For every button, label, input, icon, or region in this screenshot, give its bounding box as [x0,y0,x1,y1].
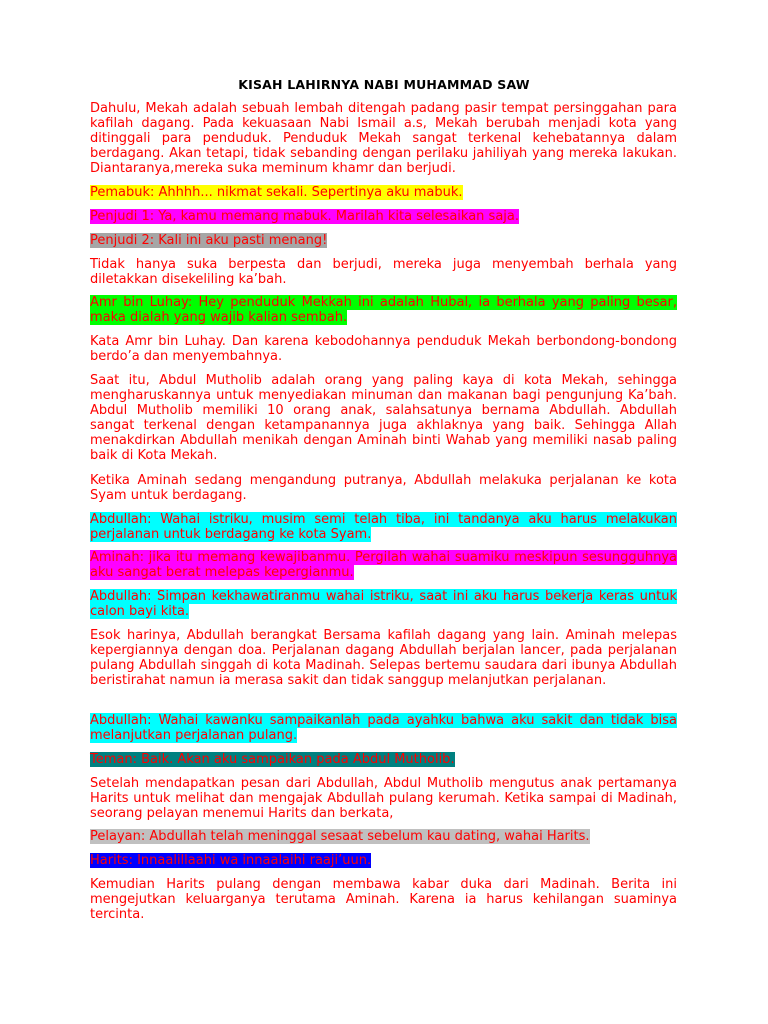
dialogue-text: Abdullah: Wahai istriku, musim semi telah tiba, ini tandanya aku harus melakukan perjalanan untuk berdagang ke kota Syam. [90,512,677,542]
paragraph-text: Saat itu, Abdul Mutholib adalah orang yang paling kaya di kota Mekah, sehingga mengharuskannya untuk menyediakan minuman dan makanan bagi pengunjung Ka’bah. Abdul Mutholib memiliki 10 orang anak, salahsatunya bernama Abdullah. Abdullah sangat terkenal dengan ketampanannya juga akhlaknya yang baik. Sehingga Allah menakdirkan Abdullah menikah dengan Aminah binti Wahab yang memiliki nasab paling baik di Kota Mekah. [90,373,677,463]
dialogue-pemabuk [90,185,677,200]
dialogue-text: Pelayan: Abdullah telah meninggal sesaat sebelum kau dating, wahai Harits. [90,829,590,844]
paragraph-text: Ketika Aminah sedang mengandung putranya, Abdullah melakuka perjalanan ke kota Syam untuk berdagang. [90,473,677,503]
paragraph-kata-amr [90,334,677,364]
dialogue-aminah [90,550,677,580]
paragraph-abdul-mutholib [90,373,677,463]
dialogue-abdullah-3 [90,713,677,743]
paragraph-text: Tidak hanya suka berpesta dan berjudi, mereka juga menyembah berhala yang diletakkan disekeliling ka’bah. [90,257,677,287]
dialogue-text: Abdullah: Wahai kawanku sampaikanlah pada ayahku bahwa aku sakit dan tidak bisa melanjutkan perjalanan pulang. [90,713,677,743]
paragraph-berhala [90,257,677,287]
paragraph-text: Dahulu, Mekah adalah sebuah lembah ditengah padang pasir tempat persinggahan para kafilah dagang. Pada kekuasaan Nabi Ismail a.s, Mekah berubah menjadi kota yang ditinggali para penduduk. Penduduk Mekah sangat terkenal kehebatannya dalam berdagang. Akan tetapi, tidak sebanding dengan perilaku jahiliyah yang mereka lakukan. Diantaranya,mereka suka meminum khamr dan berjudi. [90,101,677,176]
paragraph-text: Setelah mendapatkan pesan dari Abdullah, Abdul Mutholib mengutus anak pertamanya Harits untuk melihat dan mengajak Abdullah pulang kerumah. Ketika sampai di Madinah, seorang pelayan menemui Harits dan berkata, [90,776,677,821]
dialogue-text: Harits: Innaalillaahi wa innaalaihi raaji’uun. [90,853,372,868]
paragraph-kemudian-harits [90,877,677,922]
dialogue-teman [90,752,677,767]
dialogue-amr-bin-luhay [90,295,677,325]
dialogue-text: Abdullah: Simpan kekhawatiranmu wahai istriku, saat ini aku harus bekerja keras untuk calon bayi kita. [90,589,677,619]
dialogue-abdullah-2 [90,589,677,619]
dialogue-abdullah-1 [90,512,677,542]
dialogue-text: Penjudi 2: Kali ini aku pasti menang! [90,233,328,248]
paragraph-intro [90,101,677,176]
paragraph-text: Esok harinya, Abdullah berangkat Bersama kafilah dagang yang lain. Aminah melepas kepergiannya dengan doa. Perjalanan dagang Abdullah berjalan lancer, pada perjalanan pulang Abdullah singgah di kota Madinah. Selepas bertemu saudara dari ibunya Abdullah beristirahat namun ia merasa sakit dan tidak sanggup melanjutkan perjalanan. [90,628,677,688]
paragraph-esok-harinya [90,628,677,688]
dialogue-text: Pemabuk: Ahhhh... nikmat sekali. Sepertinya aku mabuk. [90,185,463,200]
dialogue-penjudi-1 [90,209,677,224]
paragraph-setelah-pesan [90,776,677,821]
paragraph-text: Kemudian Harits pulang dengan membawa kabar duka dari Madinah. Berita ini mengejutkan keluarganya terutama Aminah. Karena ia harus kehilangan suaminya tercinta. [90,877,677,922]
paragraph-text: Kata Amr bin Luhay. Dan karena kebodohannya penduduk Mekah berbondong-bondong berdo’a dan menyembahnya. [90,334,677,364]
dialogue-pelayan [90,829,677,844]
dialogue-text: Aminah: jika itu memang kewajibanmu. Pergilah wahai suamiku meskipun sesungguhnya aku sangat berat melepas kepergianmu. [90,550,677,580]
dialogue-text: Amr bin Luhay: Hey penduduk Mekkah ini adalah Hubal, ia berhala yang paling besar, maka dialah yang wajib kalian sembah. [90,295,677,325]
dialogue-penjudi-2 [90,233,677,248]
paragraph-aminah-mengandung [90,473,677,503]
dialogue-text: Teman: Baik. Akan aku sampaikan pada Abdul Mutholib. [90,752,455,767]
document-title: KISAH LAHIRNYA NABI MUHAMMAD SAW [238,77,530,92]
dialogue-text: Penjudi 1: Ya, kamu memang mabuk. Marilah kita selesaikan saja. [90,209,519,224]
dialogue-harits [90,853,677,868]
